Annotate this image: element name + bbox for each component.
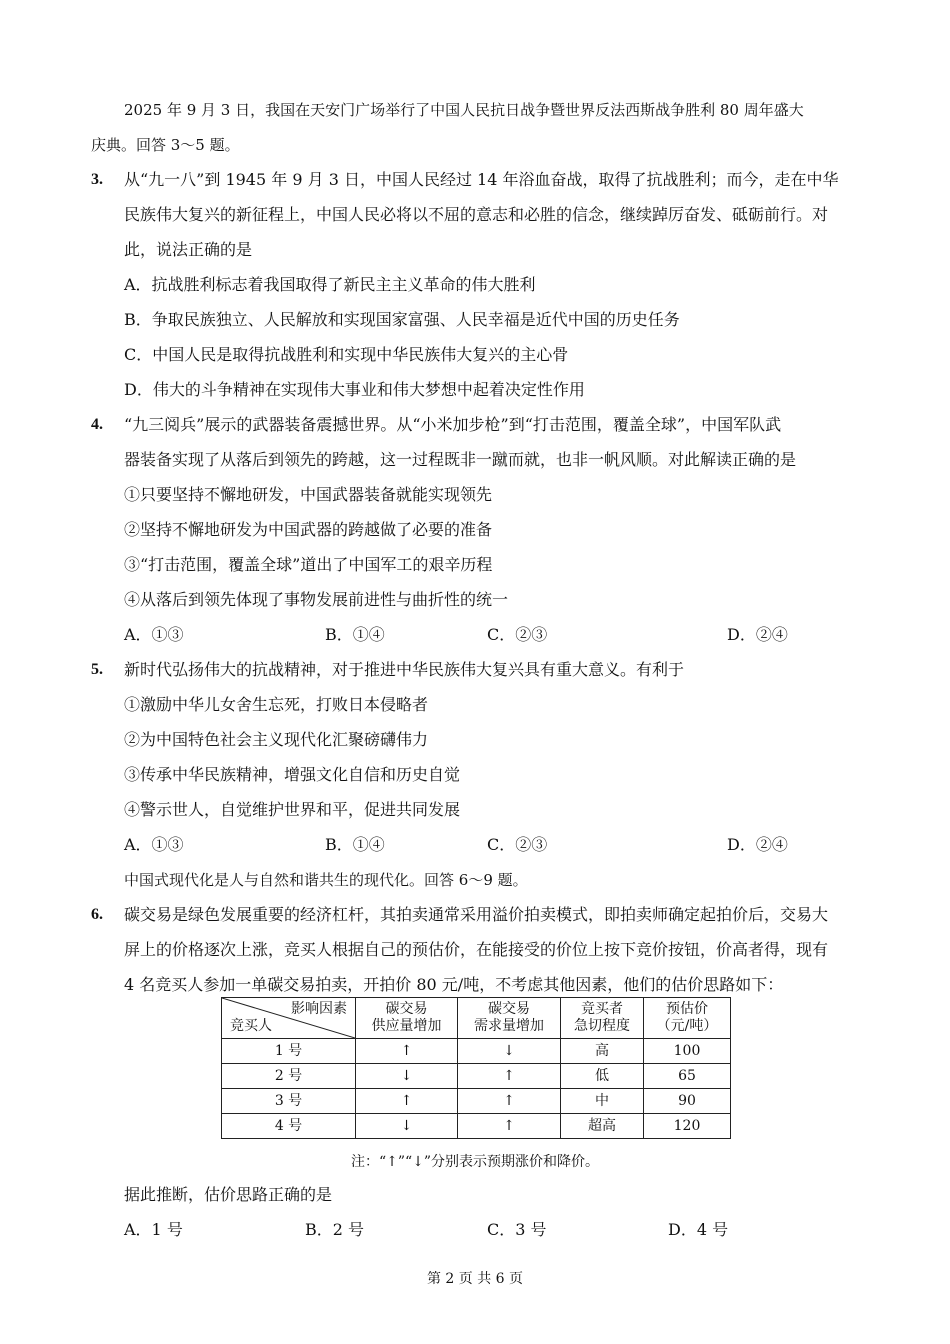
question-number: 5. <box>91 661 103 678</box>
table-cell: 65 <box>644 1064 731 1089</box>
table-row <box>222 1064 731 1089</box>
question-number: 6. <box>91 906 103 923</box>
header-bidder-label: 竞买人 <box>230 1018 272 1034</box>
question-stem: “九三阅兵”展示的武器装备震撼世界。从“小米加步枪”到“打击范围，覆盖全球”，中国军队武 <box>124 415 782 434</box>
option-b: B．①④ <box>325 835 385 854</box>
question-stem: 新时代弘扬伟大的抗战精神，对于推进中华民族伟大复兴具有重大意义。有利于 <box>124 660 685 679</box>
table-cell: ↑ <box>356 1089 458 1114</box>
section-intro-text: 庆典。回答 3～5 题。 <box>91 136 240 154</box>
header-cell: 预估价 （元/吨） <box>644 998 731 1039</box>
table-cell: 超高 <box>561 1114 644 1139</box>
page-footer: 第 2 页 共 6 页 <box>426 1271 524 1287</box>
header-factor-label: 影响因素 <box>291 1001 347 1017</box>
table-row <box>222 1039 731 1064</box>
option-a: A．抗战胜利标志着我国取得了新民主主义革命的伟大胜利 <box>124 275 536 294</box>
option-a: A．①③ <box>124 625 184 644</box>
question-number: 3. <box>91 171 103 188</box>
table-cell: ↑ <box>356 1039 458 1064</box>
table-cell: ↓ <box>356 1114 458 1139</box>
question-stem: 民族伟大复兴的新征程上，中国人民必将以不屈的意志和必胜的信念，继续踔厉奋发、砥砺前行。对 <box>124 205 829 224</box>
table-cell: 1 号 <box>222 1039 356 1064</box>
question-stem: 碳交易是绿色发展重要的经济杠杆，其拍卖通常采用溢价拍卖模式，即拍卖师确定起拍价后，交易大 <box>124 905 829 924</box>
option-c: C．3 号 <box>487 1220 547 1239</box>
table-cell: ↓ <box>458 1039 561 1064</box>
table-cell: 2 号 <box>222 1064 356 1089</box>
table-cell: 中 <box>561 1089 644 1114</box>
header-cell: 竞买者 急切程度 <box>561 998 644 1039</box>
statement-item: ④从落后到领先体现了事物发展前进性与曲折性的统一 <box>124 590 509 609</box>
header-cell: 碳交易 供应量增加 <box>356 998 458 1039</box>
statement-item: ①只要坚持不懈地研发，中国武器装备就能实现领先 <box>124 485 493 504</box>
table-cell: 3 号 <box>222 1089 356 1114</box>
option-a: A．1 号 <box>124 1220 183 1239</box>
option-b: B．①④ <box>325 625 385 644</box>
table-cell: ↑ <box>458 1064 561 1089</box>
statement-item: ③传承中华民族精神，增强文化自信和历史自觉 <box>124 765 461 784</box>
estimate-table <box>221 997 731 1139</box>
table-cell: 低 <box>561 1064 644 1089</box>
table-cell: 高 <box>561 1039 644 1064</box>
table-cell: ↓ <box>356 1064 458 1089</box>
option-a: A．①③ <box>124 835 184 854</box>
option-d: D．②④ <box>727 625 788 644</box>
option-c: C．中国人民是取得抗战胜利和实现中华民族伟大复兴的主心骨 <box>124 345 569 364</box>
statement-item: ①激励中华儿女舍生忘死，打败日本侵略者 <box>124 695 429 714</box>
question-number: 4. <box>91 416 103 433</box>
statement-item: ④警示世人，自觉维护世界和平，促进共同发展 <box>124 800 461 819</box>
option-c: C．②③ <box>487 625 548 644</box>
table-row <box>222 1114 731 1139</box>
diagonal-header-cell <box>222 998 356 1039</box>
option-d: D．伟大的斗争精神在实现伟大事业和伟大梦想中起着决定性作用 <box>124 380 585 399</box>
question-stem: 4 名竞买人参加一单碳交易拍卖，开拍价 80 元/吨，不考虑其他因素，他们的估价思路如下： <box>124 975 784 994</box>
option-d: D．4 号 <box>668 1220 729 1239</box>
table-cell: 100 <box>644 1039 731 1064</box>
option-b: B．争取民族独立、人民解放和实现国家富强、人民幸福是近代中国的历史任务 <box>124 310 680 329</box>
table-cell: 90 <box>644 1089 731 1114</box>
header-cell: 碳交易 需求量增加 <box>458 998 561 1039</box>
section-intro-text: 2025 年 9 月 3 日，我国在天安门广场举行了中国人民抗日战争暨世界反法西斯战争胜利 80 周年盛大 <box>124 101 804 119</box>
statement-item: ②坚持不懈地研发为中国武器的跨越做了必要的准备 <box>124 520 493 539</box>
section-intro-text: 中国式现代化是人与自然和谐共生的现代化。回答 6～9 题。 <box>124 871 528 889</box>
statement-item: ②为中国特色社会主义现代化汇聚磅礴伟力 <box>124 730 429 749</box>
question-stem: 从“九一八”到 1945 年 9 月 3 日，中国人民经过 14 年浴血奋战，取得了抗战胜利；而今，走在中华 <box>124 170 839 189</box>
table-cell: 4 号 <box>222 1114 356 1139</box>
question-stem: 此，说法正确的是 <box>124 240 253 259</box>
option-d: D．②④ <box>727 835 788 854</box>
question-stem: 器装备实现了从落后到领先的跨越，这一过程既非一蹴而就，也非一帆风顺。对此解读正确的是 <box>124 450 797 469</box>
option-c: C．②③ <box>487 835 548 854</box>
table-header-row <box>222 998 731 1039</box>
table-row <box>222 1089 731 1114</box>
table-cell: 120 <box>644 1114 731 1139</box>
statement-item: ③“打击范围，覆盖全球”道出了中国军工的艰辛历程 <box>124 555 493 574</box>
question-prompt: 据此推断，估价思路正确的是 <box>124 1185 333 1204</box>
table-cell: ↑ <box>458 1089 561 1114</box>
question-stem: 屏上的价格逐次上涨，竞买人根据自己的预估价，在能接受的价位上按下竞价按钮，价高者得，现有 <box>124 940 829 959</box>
option-b: B．2 号 <box>305 1220 365 1239</box>
table-note: 注：“↑”“↓”分别表示预期涨价和降价。 <box>350 1154 600 1170</box>
table-cell: ↑ <box>458 1114 561 1139</box>
